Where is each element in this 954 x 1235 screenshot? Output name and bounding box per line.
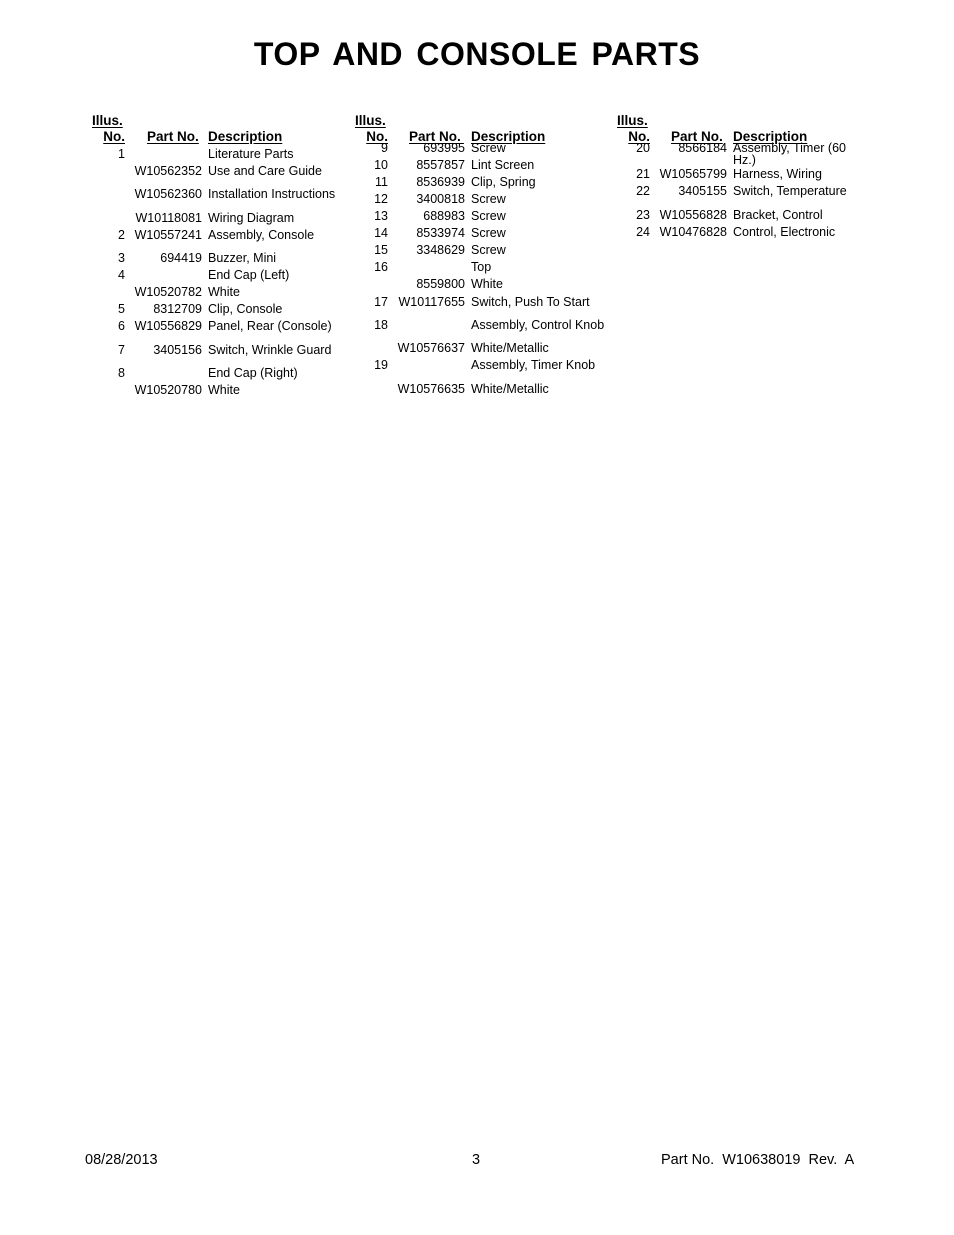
header-description: Description	[471, 129, 546, 144]
part-description: Switch, Wrinkle Guard	[208, 343, 332, 357]
part-number: 8536939	[416, 175, 465, 189]
part-description: Bracket, Control	[733, 208, 823, 222]
part-description: Assembly, Console	[208, 228, 315, 242]
part-description: Panel, Rear (Console)	[208, 319, 332, 333]
footer-part-number: Part No. W10638019 Rev. A	[661, 1152, 855, 1168]
illus-number: 19	[374, 358, 388, 372]
part-description: Screw	[471, 226, 506, 240]
part-description: Screw	[471, 209, 506, 223]
part-number: W10562352	[134, 164, 202, 178]
part-description: Installation Instructions	[208, 187, 336, 201]
header-illus-line2: No.	[628, 129, 650, 144]
part-number: W10576637	[397, 341, 465, 355]
part-number: W10117655	[398, 295, 465, 309]
illus-number: 7	[118, 343, 125, 357]
part-description: Literature Parts	[208, 147, 294, 161]
header-illus-line1: Illus.	[92, 113, 123, 128]
part-number: 688983	[423, 209, 465, 223]
part-description: White	[208, 383, 240, 397]
illus-number: 10	[374, 158, 388, 172]
part-number: W10565799	[659, 167, 727, 181]
illus-number: 16	[374, 260, 388, 274]
part-number: 8566184	[678, 141, 727, 155]
illus-number: 2	[118, 228, 125, 242]
part-number: 694419	[160, 251, 202, 265]
part-description: Assembly, Timer (60 Hz.)	[733, 141, 846, 167]
illus-number: 5	[118, 302, 125, 316]
part-description: End Cap (Right)	[208, 366, 298, 380]
part-number: W10118081	[135, 211, 202, 225]
header-part-no: Part No.	[409, 129, 461, 144]
part-description: End Cap (Left)	[208, 268, 290, 282]
header-illus-line1: Illus.	[617, 113, 648, 128]
part-number: 693995	[423, 141, 465, 155]
part-description: Assembly, Timer Knob	[471, 358, 596, 372]
part-number: 3400818	[416, 192, 465, 206]
part-description: White/Metallic	[471, 382, 549, 396]
part-description: Switch, Temperature	[733, 184, 847, 198]
part-description: Clip, Spring	[471, 175, 536, 189]
part-description: Assembly, Control Knob	[471, 318, 605, 332]
part-number: W10556829	[134, 319, 202, 333]
illus-number: 18	[374, 318, 388, 332]
illus-number: 23	[636, 208, 650, 222]
part-description: White/Metallic	[471, 341, 549, 355]
footer-page-number: 3	[472, 1152, 481, 1168]
illus-number: 13	[374, 209, 388, 223]
part-number: W10476828	[659, 225, 727, 239]
part-description: White	[471, 277, 503, 291]
illus-number: 9	[381, 141, 388, 155]
footer-date: 08/28/2013	[85, 1152, 158, 1168]
part-description: Screw	[471, 141, 506, 155]
part-number: W10557241	[134, 228, 202, 242]
illus-number: 14	[374, 226, 388, 240]
header-illus-line2: No.	[103, 129, 125, 144]
parts-column-1	[92, 113, 354, 397]
illus-number: 3	[118, 251, 125, 265]
part-number: 8312709	[153, 302, 202, 316]
header-illus-line2: No.	[366, 129, 388, 144]
column-header	[92, 113, 354, 148]
part-number: W10576635	[397, 382, 465, 396]
part-number: W10520780	[134, 383, 202, 397]
part-description: Screw	[471, 192, 506, 206]
part-description: Wiring Diagram	[208, 211, 295, 225]
illus-number: 11	[375, 175, 388, 189]
part-description: Control, Electronic	[733, 225, 836, 239]
part-number: 8559800	[416, 277, 465, 291]
illus-number: 17	[374, 295, 388, 309]
part-number: 3405155	[678, 184, 727, 198]
illus-number: 4	[118, 268, 125, 282]
illus-number: 12	[374, 192, 388, 206]
part-number: W10520782	[134, 285, 202, 299]
part-description: Screw	[471, 243, 506, 257]
part-description: Harness, Wiring	[733, 167, 822, 181]
part-number: W10556828	[659, 208, 727, 222]
part-description: Clip, Console	[208, 302, 283, 316]
part-description: Switch, Push To Start	[471, 295, 590, 309]
header-part-no: Part No.	[147, 129, 199, 144]
parts-column-2	[355, 113, 617, 396]
part-description: Use and Care Guide	[208, 164, 322, 178]
illus-number: 21	[636, 167, 650, 181]
header-description: Description	[208, 129, 283, 144]
illus-number: 15	[374, 243, 388, 257]
illus-number: 1	[118, 147, 125, 161]
header-part-no: Part No.	[671, 129, 723, 144]
header-illus-line1: Illus.	[355, 113, 386, 128]
illus-number: 20	[636, 141, 650, 155]
illus-number: 22	[636, 184, 650, 198]
part-description: White	[208, 285, 240, 299]
illus-number: 24	[636, 225, 650, 239]
part-number: 8557857	[416, 158, 465, 172]
header-description: Description	[733, 129, 808, 144]
part-description: Top	[471, 260, 492, 274]
part-description: Lint Screen	[471, 158, 535, 172]
parts-column-3	[617, 113, 879, 239]
part-number: 3405156	[153, 343, 202, 357]
part-number: 3348629	[416, 243, 465, 257]
page-title: TOP AND CONSOLE PARTS	[253, 36, 701, 72]
part-number: W10562360	[134, 187, 202, 201]
illus-number: 6	[118, 319, 125, 333]
illus-number: 8	[118, 366, 125, 380]
part-description: Buzzer, Mini	[208, 251, 277, 265]
part-number: 8533974	[416, 226, 465, 240]
